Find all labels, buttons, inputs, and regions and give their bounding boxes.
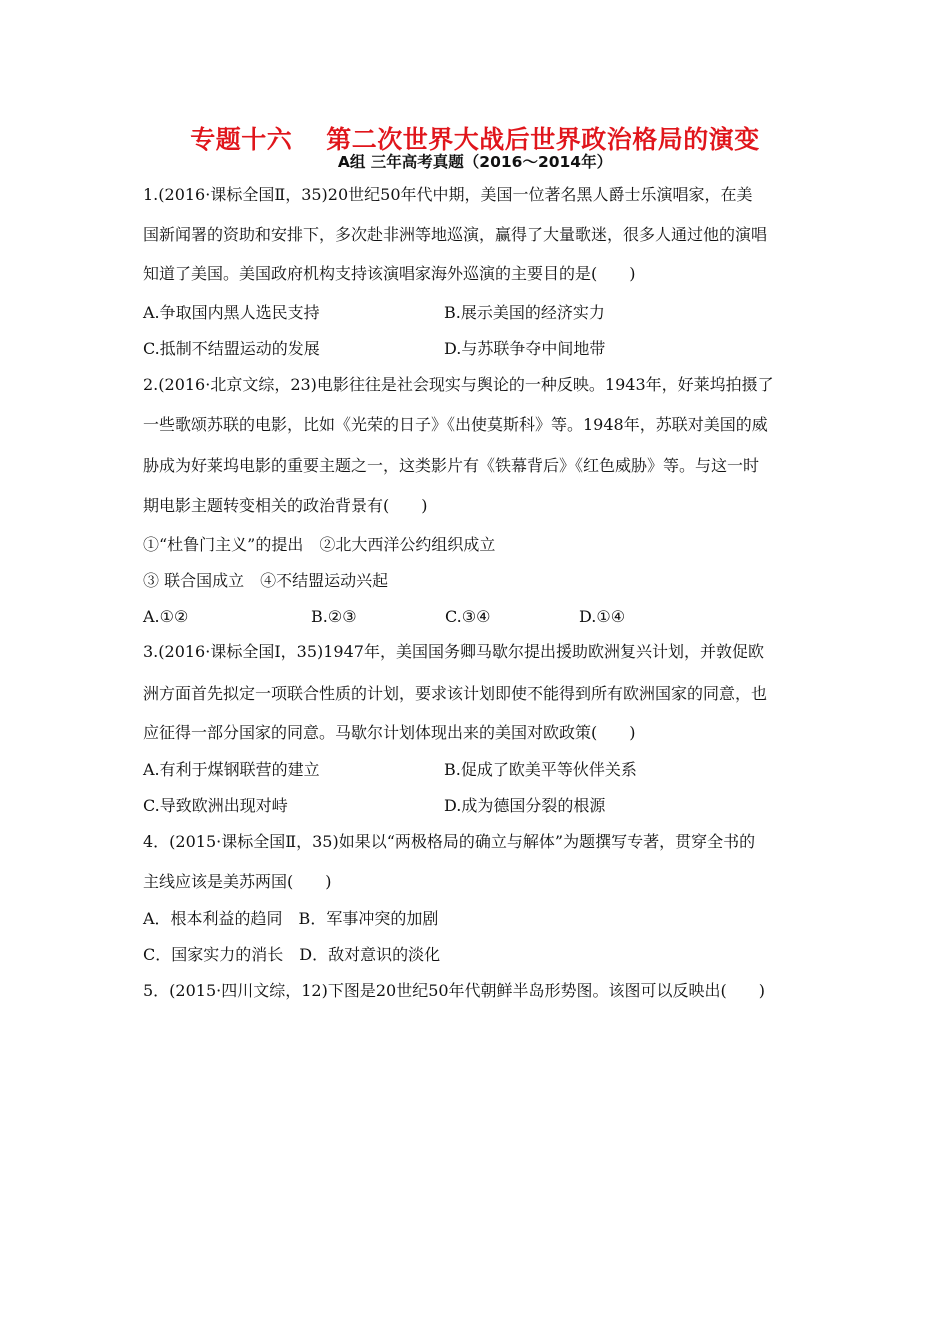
q1-line-2: 国新闻署的资助和安排下，多次赴非洲等地巡演，赢得了大量歌迷，很多人通过他的演唱: [143, 225, 768, 244]
q1-option-b: B.展示美国的经济实力: [444, 303, 605, 322]
q2-option-d: D.①④: [579, 607, 626, 626]
q3-line-2: 洲方面首先拟定一项联合性质的计划，要求该计划即使不能得到所有欧洲国家的同意，也: [143, 684, 768, 703]
q3-line-1: 3.(2016·课标全国Ⅰ，35)1947年，美国国务卿马歇尔提出援助欧洲复兴计划，并敦促欧: [143, 642, 764, 661]
q2-line-1: 2.(2016·北京文综，23)电影往往是社会现实与舆论的一种反映。1943年，好莱坞拍摄了: [143, 375, 774, 394]
q1-option-c: C.抵制不结盟运动的发展: [143, 339, 320, 358]
q3-option-c: C.导致欧洲出现对峙: [143, 796, 288, 815]
q2-line-3: 胁成为好莱坞电影的重要主题之一，这类影片有《铁幕背后》《红色威胁》等。与这一时: [143, 456, 760, 475]
q4-line-1: 4．(2015·课标全国Ⅱ，35)如果以“两极格局的确立与解体”为题撰写专著，贯穿全书的: [143, 832, 756, 851]
q1-line-1: 1.(2016·课标全国Ⅱ，35)20世纪50年代中期，美国一位著名黑人爵士乐演唱家，在美: [143, 185, 753, 204]
q1-line-3: 知道了美国。美国政府机构支持该演唱家海外巡演的主要目的是( ): [143, 264, 636, 283]
q5-line-1: 5．(2015·四川文综，12)下图是20世纪50年代朝鲜半岛形势图。该图可以反映出( ): [143, 981, 766, 1000]
q4-line-2: 主线应该是美苏两国( ): [143, 872, 332, 891]
q2-statements-1: ①“杜鲁门主义”的提出 ②北大西洋公约组织成立: [143, 535, 496, 554]
q3-option-d: D.成为德国分裂的根源: [444, 796, 606, 815]
q3-option-a: A.有利于煤钢联营的建立: [143, 760, 320, 779]
q3-line-3: 应征得一部分国家的同意。马歇尔计划体现出来的美国对欧政策( ): [143, 723, 636, 742]
title-rest: 第二次世界大战后世界政治格局的演变: [326, 125, 760, 154]
q2-statements-2: ③ 联合国成立 ④不结盟运动兴起: [143, 571, 389, 590]
q2-line-4: 期电影主题转变相关的政治背景有( ): [143, 496, 428, 515]
q4-options-cd: C．国家实力的消长 D．敌对意识的淡化: [143, 945, 441, 964]
q2-option-b: B.②③: [311, 607, 357, 626]
title-main: 专题十六: [190, 125, 293, 154]
q3-option-b: B.促成了欧美平等伙伴关系: [444, 760, 637, 779]
q2-line-2: 一些歌颂苏联的电影，比如《光荣的日子》《出使莫斯科》等。1948年，苏联对美国的威: [143, 415, 768, 434]
q4-options-ab: A．根本利益的趋同 B．军事冲突的加剧: [143, 909, 439, 928]
q1-option-a: A.争取国内黑人选民支持: [143, 303, 320, 322]
section-subtitle: A组 三年高考真题（2016～2014年）: [337, 153, 613, 171]
q1-option-d: D.与苏联争夺中间地带: [444, 339, 606, 358]
q2-option-a: A.①②: [143, 607, 189, 626]
q2-option-c: C.③④: [445, 607, 491, 626]
